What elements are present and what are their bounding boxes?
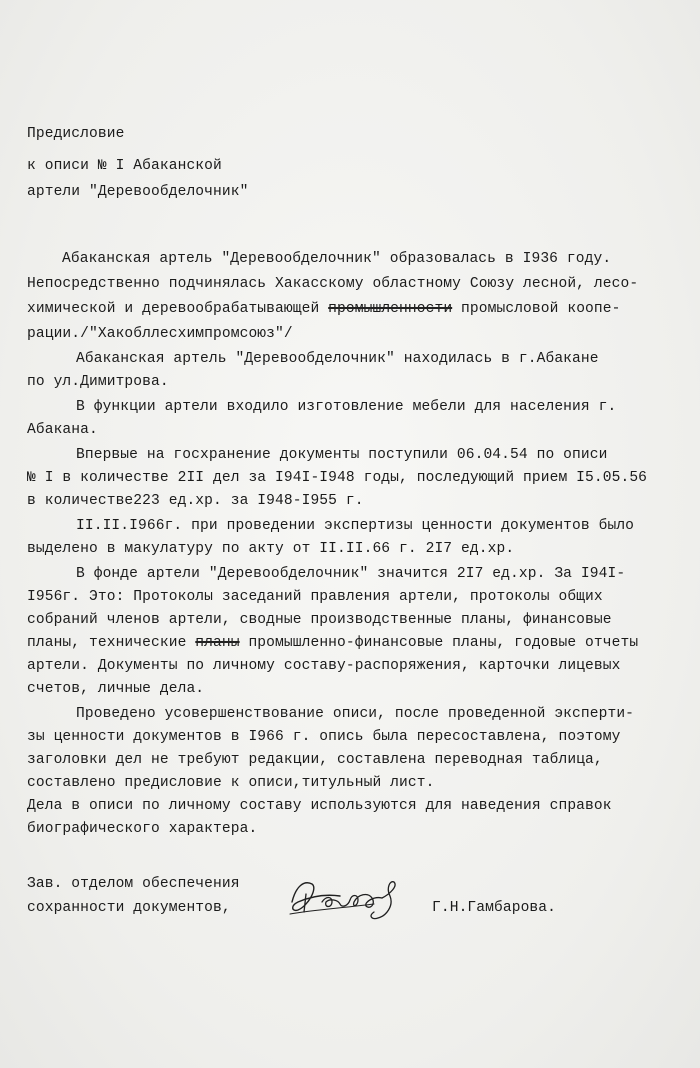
handwritten-signature [282,872,412,924]
paragraph-8-line-2: биографического характера. [27,821,258,837]
struck-word: промышленности [328,301,453,317]
paragraph-1-line-2: Непосредственно подчинялась Хакасскому областному Союзу лесной, лесо- [27,276,639,292]
paragraph-1-line-3 [27,300,620,318]
paragraph-3-line-1: В функции артели входило изготовление мебели для населения г. [76,399,617,415]
paragraph-6-line-4 [27,634,638,652]
paragraph-4-line-3: в количестве223 ед.хр. за I948-I955 г. [27,493,364,509]
paragraph-7-line-3: заголовки дел не требуют редакции, составлена переводная таблица, [27,752,603,768]
paragraph-3-line-2: Абакана. [27,422,98,438]
paragraph-4-line-1: Впервые на госхранение документы поступили 06.04.54 по описи [76,447,608,463]
paragraph-6-line-5: артели. Документы по личному составу-распоряжения, карточки лицевых [27,658,621,674]
struck-word: планы [195,635,240,651]
paragraph-7-line-4: составлено предисловие к описи,титульный лист. [27,775,435,791]
paragraph-1-line-3-tail: промысловой коопе- [452,301,621,317]
paragraph-6-line-6: счетов, личные дела. [27,681,205,697]
signatory-name: Г.Н.Гамбарова. [432,900,557,916]
paragraph-5-line-1: II.II.I966г. при проведении экспертизы ценности документов было [76,518,635,534]
paragraph-5-line-2: выделено в макулатуру по акту от II.II.66 г. 2I7 ед.хр. [27,541,515,557]
paragraph-6-line-4-text: планы, технические [27,635,196,651]
paragraph-6-line-3: собраний членов артели, сводные производственные планы, финансовые [27,612,612,628]
signatory-position-line2: сохранности документов, [27,900,231,916]
paragraph-2-line-2: по ул.Димитрова. [27,374,169,390]
document-subtitle-line2: артели "Деревообделочник" [27,184,249,200]
paragraph-1-line-1: Абаканская артель "Деревообделочник" образовалась в I936 году. [62,251,612,267]
document-title: Предисловие [27,126,125,142]
paragraph-8-line-1: Дела в описи по личному составу используются для наведения справок [27,798,612,814]
signatory-position-line1: Зав. отделом обеспечения [27,876,240,892]
paragraph-1-line-4: рации./"Хакобллесхимпромсоюз"/ [27,326,293,342]
paragraph-6-line-1: В фонде артели "Деревообделочник" значится 2I7 ед.хр. За I94I- [76,566,626,582]
paragraph-6-line-2: I956г. Это: Протоколы заседаний правления артели, протоколы общих [27,589,603,605]
paragraph-7-line-1: Проведено усовершенствование описи, после проведенной эксперти- [76,706,635,722]
document-subtitle-line1: к описи № I Абаканской [27,158,222,174]
paragraph-7-line-2: зы ценности документов в I966 г. опись была пересоставлена, поэтому [27,729,621,745]
paragraph-6-line-4-tail: промышленно-финансовые планы, годовые отчеты [239,635,639,651]
paragraph-2-line-1: Абаканская артель "Деревообделочник" находилась в г.Абакане [76,351,599,367]
paragraph-4-line-2: № I в количестве 2II дел за I94I-I948 годы, последующий прием I5.05.56 [27,470,648,486]
paragraph-1-line-3-text: химической и деревообрабатывающей [27,301,329,317]
